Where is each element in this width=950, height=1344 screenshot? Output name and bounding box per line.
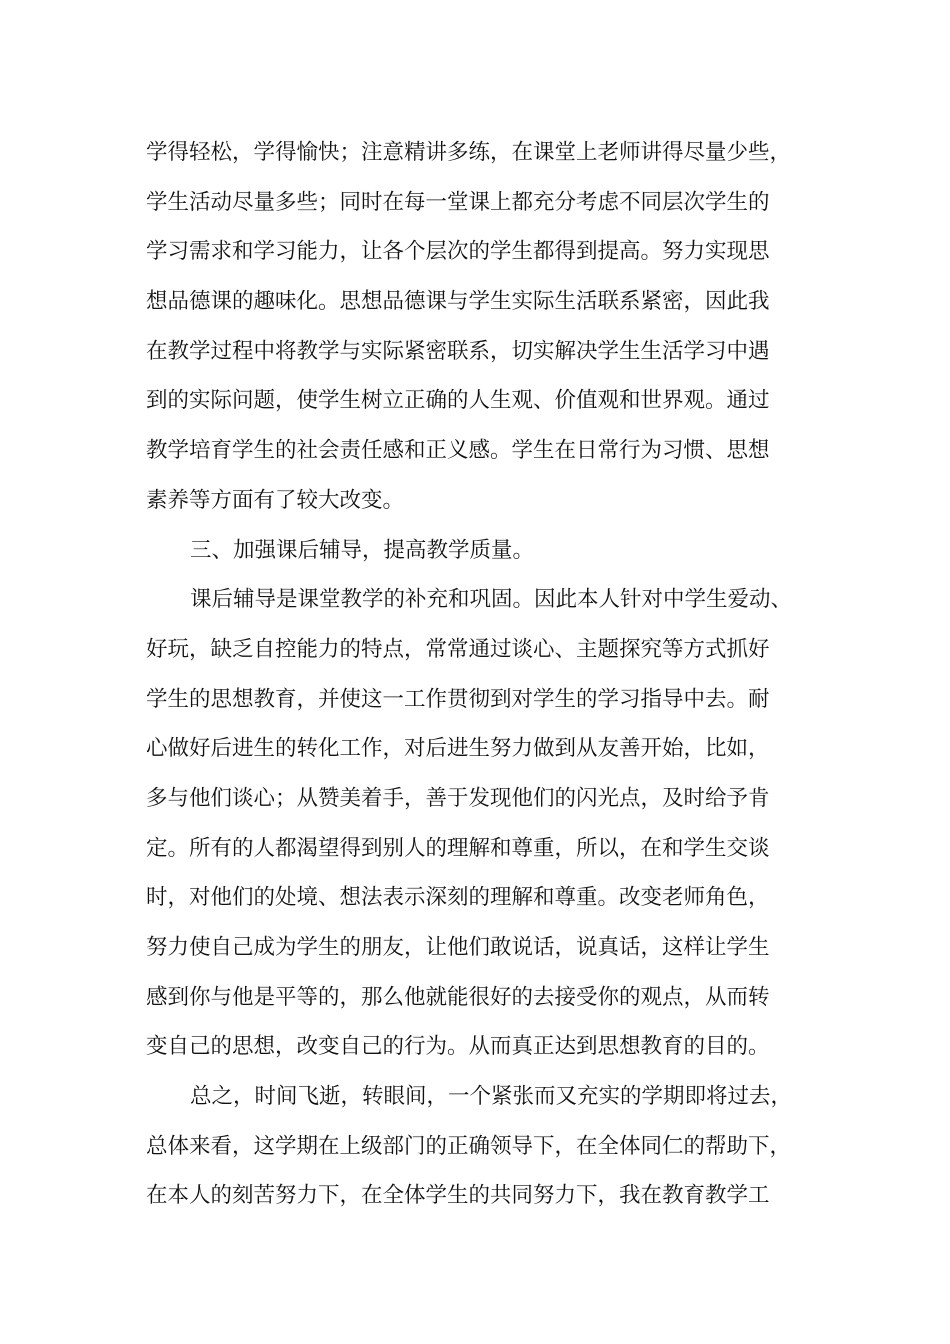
text-line: 到的实际问题，使学生树立正确的人生观、价值观和世界观。通过 xyxy=(146,388,770,414)
text-line: 在本人的刻苦努力下，在全体学生的共同努力下，我在教育教学工 xyxy=(146,1183,770,1209)
text-line: 想品德课的趣味化。思想品德课与学生实际生活联系紧密，因此我 xyxy=(146,289,770,315)
text-line: 学习需求和学习能力，让各个层次的学生都得到提高。努力实现思 xyxy=(146,239,770,265)
section-heading: 三、加强课后辅导，提高教学质量。 xyxy=(190,537,535,563)
text-line: 学生的思想教育，并使这一工作贯彻到对学生的学习指导中去。耐 xyxy=(146,686,770,712)
text-line: 好玩，缺乏自控能力的特点，常常通过谈心、主题探究等方式抓好 xyxy=(146,636,770,662)
text-line: 多与他们谈心；从赞美着手，善于发现他们的闪光点，及时给予肯 xyxy=(146,785,770,811)
text-line: 总之，时间飞逝，转眼间，一个紧张而又充实的学期即将过去， xyxy=(190,1084,793,1110)
document-body xyxy=(146,128,836,1221)
text-line: 努力使自己成为学生的朋友，让他们敢说话，说真话，这样让学生 xyxy=(146,935,770,960)
text-line: 在教学过程中将教学与实际紧密联系，切实解决学生生活学习中遇 xyxy=(146,338,770,364)
text-line: 总体来看，这学期在上级部门的正确领导下，在全体同仁的帮助下， xyxy=(146,1133,792,1159)
text-line: 学生活动尽量多些；同时在每一堂课上都充分考虑不同层次学生的 xyxy=(146,189,770,215)
text-line: 感到你与他是平等的，那么他就能很好的去接受你的观点，从而转 xyxy=(146,984,770,1010)
text-line: 教学培育学生的社会责任感和正义感。学生在日常行为习惯、思想 xyxy=(146,438,770,464)
text-line: 心做好后进生的转化工作，对后进生努力做到从友善开始，比如， xyxy=(146,736,770,762)
text-line: 素养等方面有了较大改变。 xyxy=(146,487,405,513)
text-line: 课后辅导是课堂教学的补充和巩固。因此本人针对中学生爱动、 xyxy=(190,587,793,613)
text-line: 时，对他们的处境、想法表示深刻的理解和尊重。改变老师角色， xyxy=(146,885,770,911)
text-line: 定。所有的人都渴望得到别人的理解和尊重，所以，在和学生交谈 xyxy=(146,835,770,861)
text-line: 学得轻松，学得愉快；注意精讲多练，在课堂上老师讲得尽量少些， xyxy=(146,140,792,165)
text-line: 变自己的思想，改变自己的行为。从而真正达到思想教育的目的。 xyxy=(146,1034,770,1060)
